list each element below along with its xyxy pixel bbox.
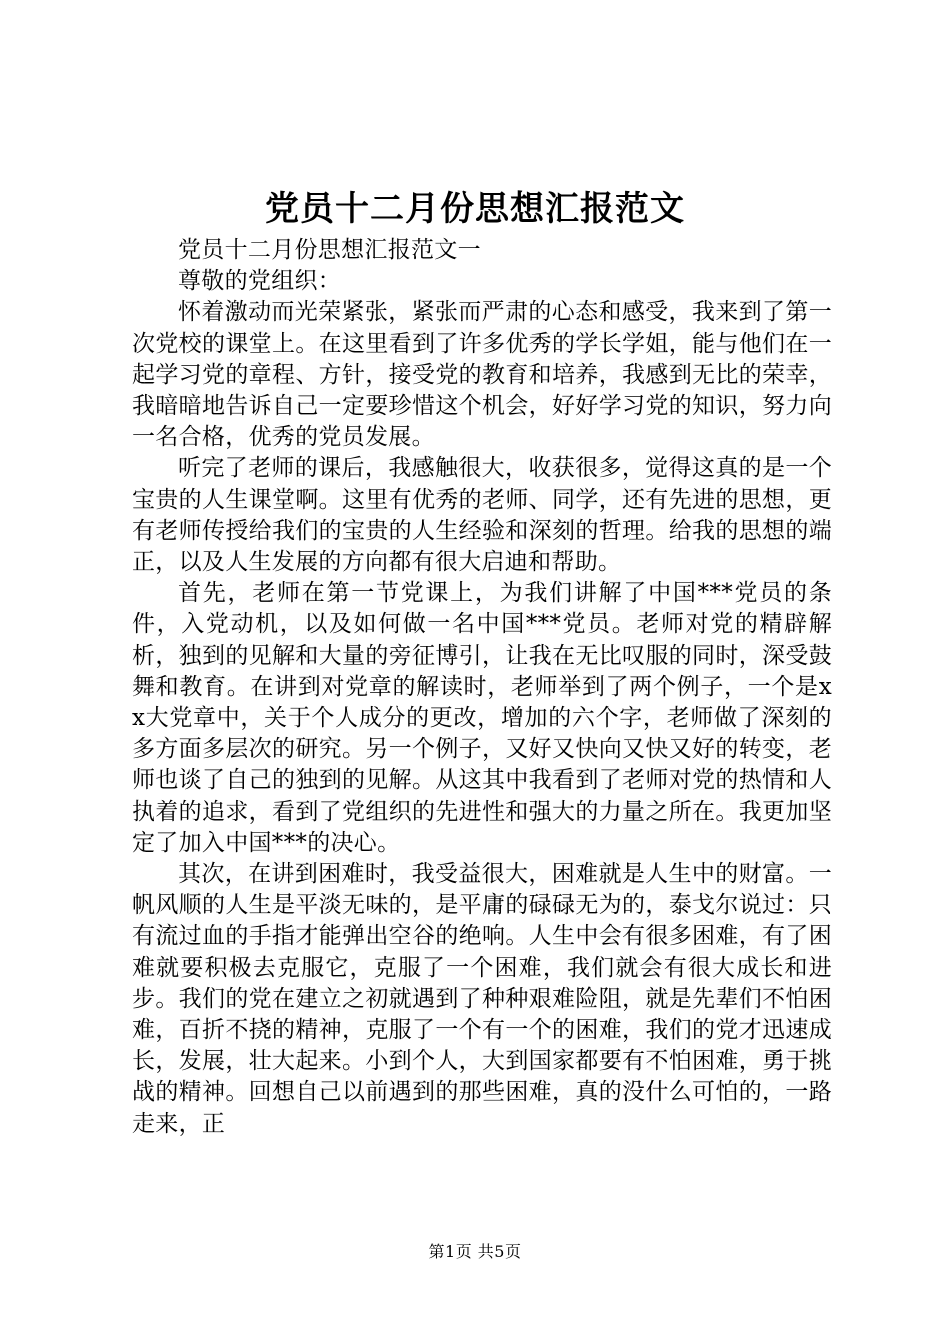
page-footer: 第1页 共5页 — [428, 1242, 522, 1261]
document-title: 党员十二月份思想汇报范文 — [265, 189, 685, 229]
body-paragraph: 听完了老师的课后，我感触很大，收获很多，觉得这真的是一个宝贵的人生课堂啊。这里有优秀的老师、同学，还有先进的思想，更有老师传授给我们的宝贵的人生经验和深刻的哲理。给我的思想的端正，以及人生发展的方向都有很大启迪和帮助。 — [132, 455, 832, 576]
subtitle-paragraph: 党员十二月份思想汇报范文一 — [178, 237, 481, 263]
body-paragraph: 首先，老师在第一节党课上，为我们讲解了中国***党员的条件，入党动机，以及如何做一名中国***党员。老师对党的精辟解析，独到的见解和大量的旁征博引，让我在无比叹服的同时，深受鼓舞和教育。在讲到对党章的解读时，老师举到了两个例子，一个是xx大党章中，关于个人成分的更改，增加的六个字，老师做了深刻的多方面多层次的研究。另一个例子，又好又快向又快又好的转变，老师也谈了自己的独到的见解。从这其中我看到了老师对党的热情和人执着的追求，看到了党组织的先进性和强大的力量之所在。我更加坚定了加入中国***的决心。 — [132, 580, 832, 856]
salutation-paragraph: 尊敬的党组织： — [178, 268, 342, 295]
body-paragraph: 其次，在讲到困难时，我受益很大，困难就是人生中的财富。一帆风顺的人生是平淡无味的，是平庸的碌碌无为的，泰戈尔说过：只有流过血的手指才能弹出空谷的绝响。人生中会有很多困难，有了困难就要积极去克服它，克服了一个困难，我们就会有很大成长和进步。我们的党在建立之初就遇到了种种艰难险阻，就是先辈们不怕困难，百折不挠的精神，克服了一个有一个的困难，我们的党才迅速成长，发展，壮大起来。小到个人，大到国家都要有不怕困难，勇于挑战的精神。回想自己以前遇到的那些困难，真的没什么可怕的，一路走来，正 — [132, 861, 832, 1137]
body-paragraph: 怀着激动而光荣紧张，紧张而严肃的心态和感受，我来到了第一次党校的课堂上。在这里看到了许多优秀的学长学姐，能与他们在一起学习党的章程、方针，接受党的教育和培养，我感到无比的荣幸，我暗暗地告诉自己一定要珍惜这个机会，好好学习党的知识，努力向一名合格，优秀的党员发展。 — [132, 299, 832, 451]
document-body — [132, 235, 832, 1140]
